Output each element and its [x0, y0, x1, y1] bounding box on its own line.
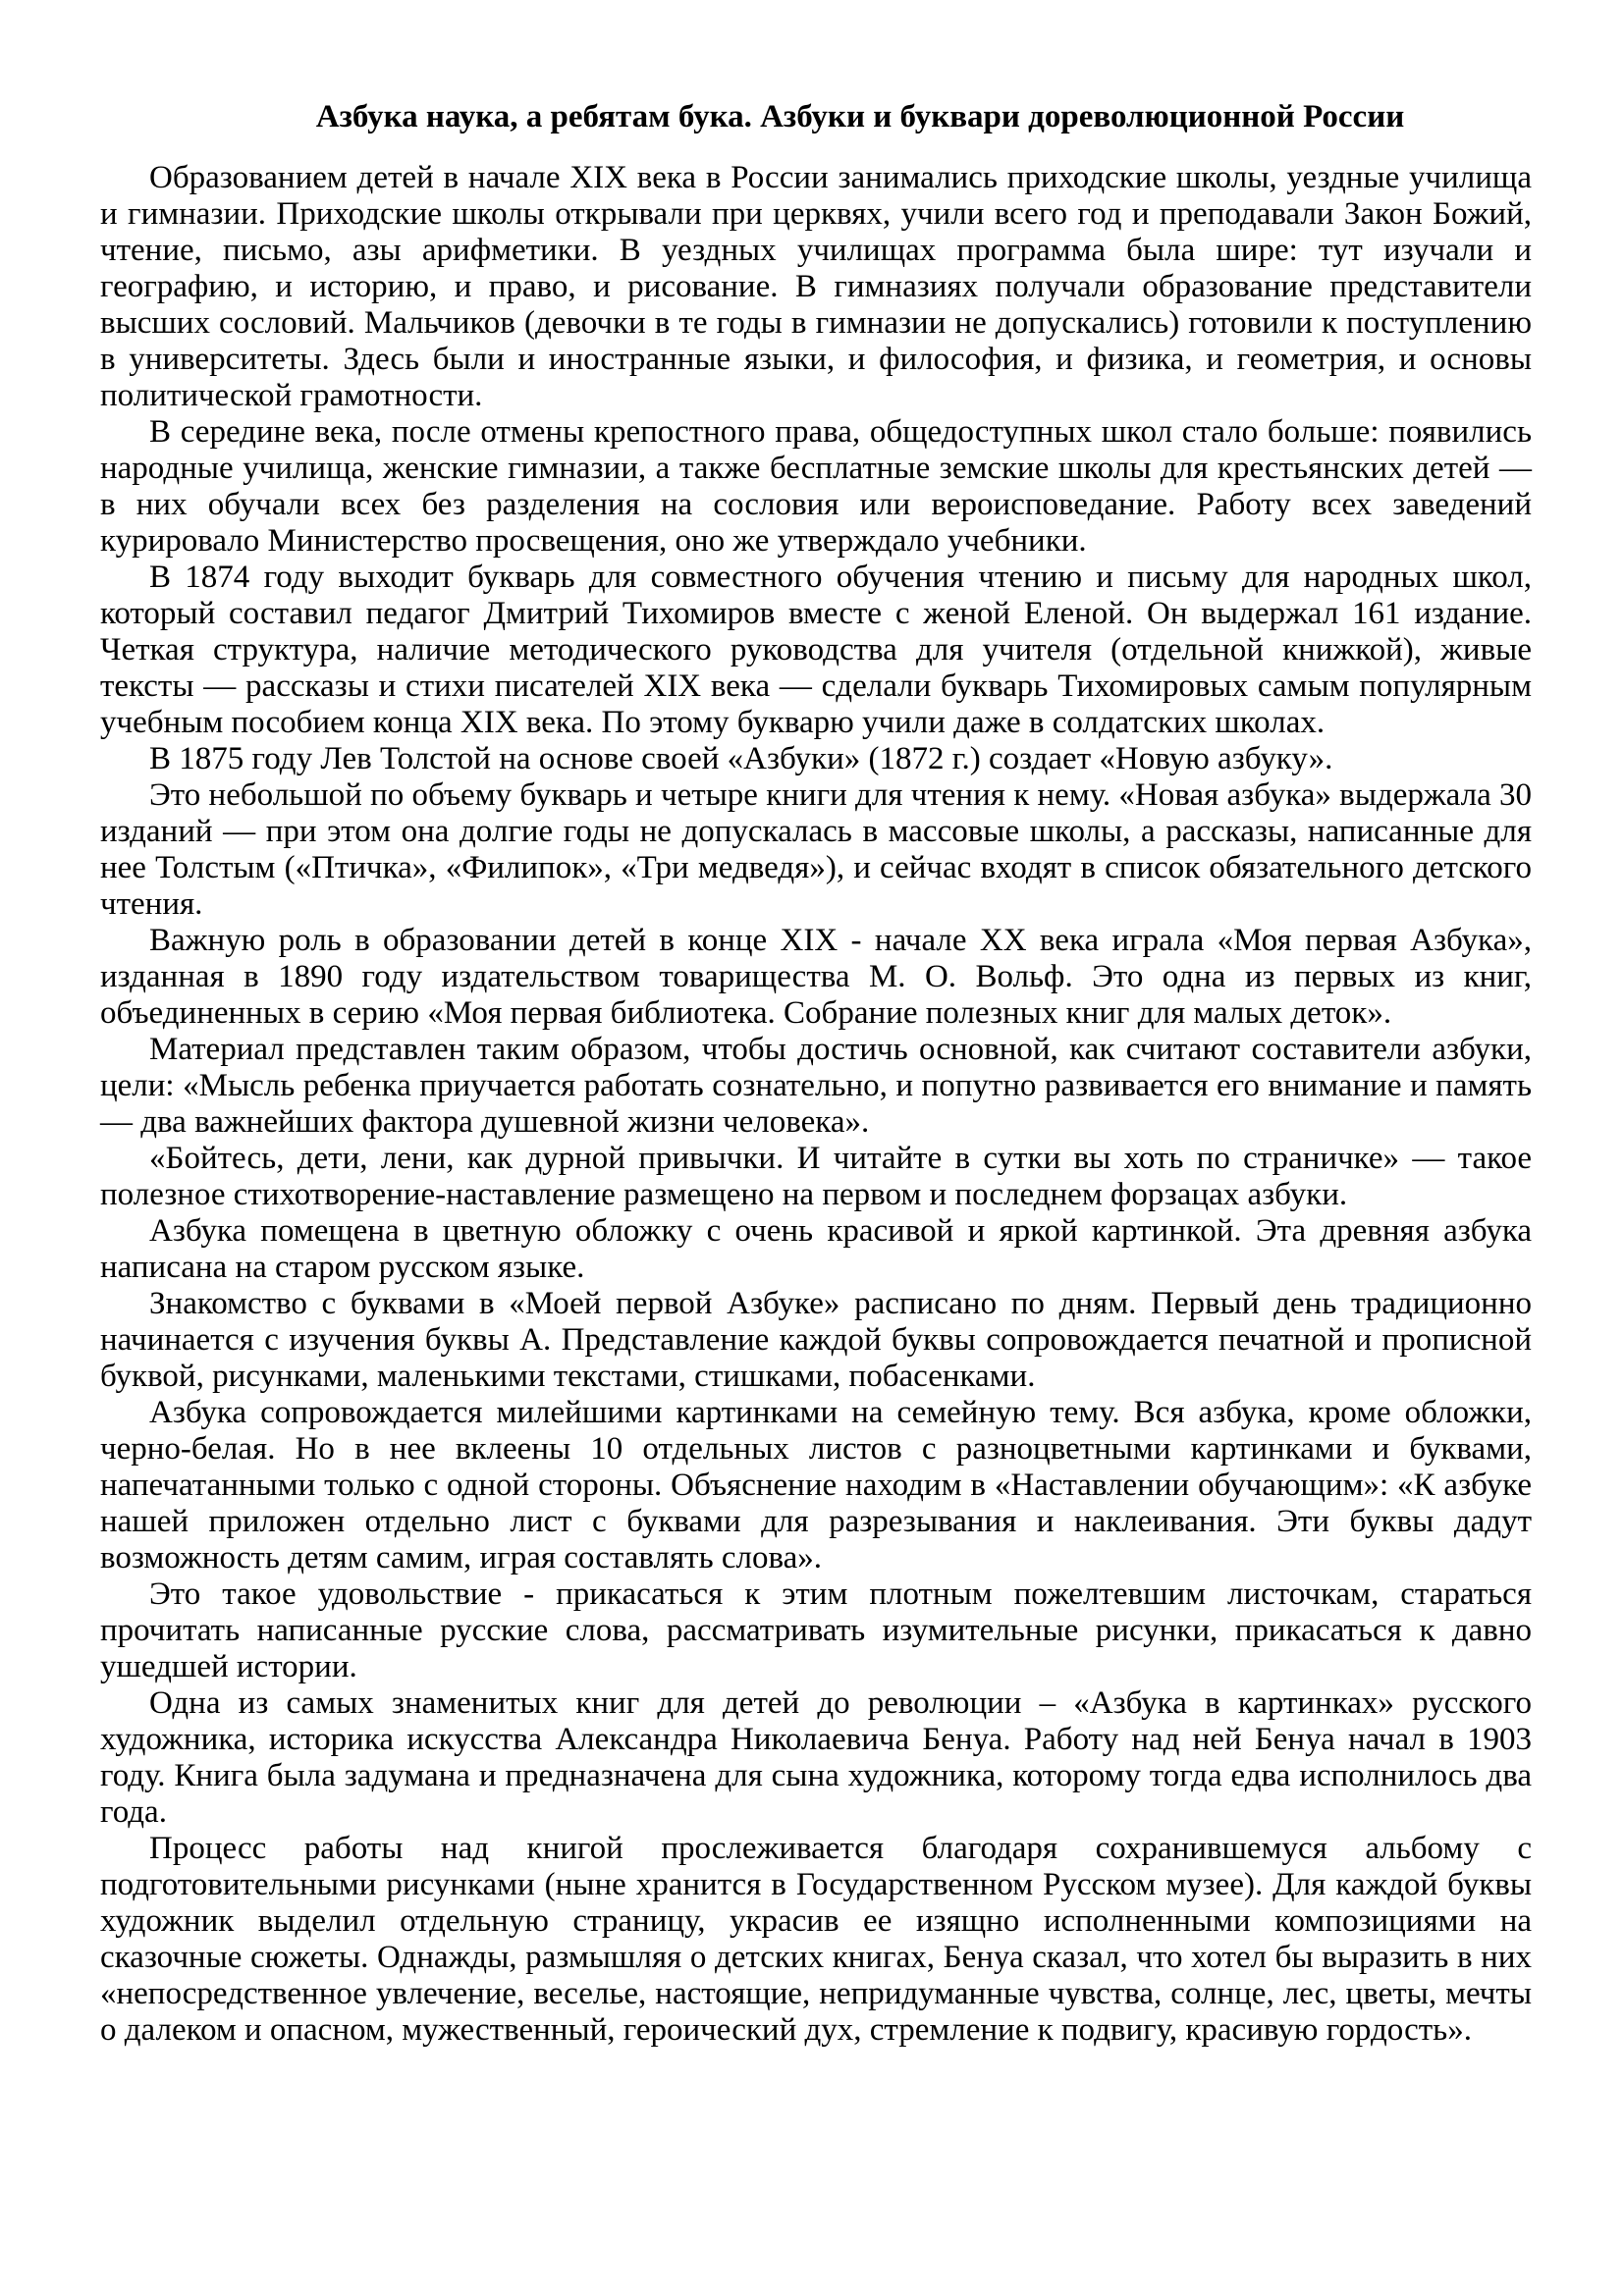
document-title: Азбука наука, а ребятам бука. Азбуки и буквари дореволюционной России [315, 99, 1405, 134]
paragraph: Это такое удовольствие - прикасаться к этим плотным пожелтевшим листочкам, стараться прочитать написанные русские слова, рассматривать изумительные рисунки, прикасаться к давно ушедшей истории. [100, 1576, 1532, 1684]
paragraph: В 1875 году Лев Толстой на основе своей «Азбуки» (1872 г.) создает «Новую азбуку». [149, 741, 1333, 776]
paragraph: Это небольшой по объему букварь и четыре книги для чтения к нему. «Новая азбука» выдержала 30 изданий — при этом она долгие годы не допускалась в массовые школы, а рассказы, написанные для нее Толстым («Птичка», «Филипок», «Три медведя»), и сейчас входят в список обязательного детского чтения. [100, 777, 1532, 922]
paragraph: Азбука помещена в цветную обложку с очень красивой и яркой картинкой. Эта древняя азбука написана на старом русском языке. [100, 1213, 1532, 1285]
document-page [100, 99, 1532, 2049]
paragraph: Важную роль в образовании детей в конце XIX - начале XX века играла «Моя первая Азбука», изданная в 1890 году издательством товарищества М. О. Вольф. Это одна из первых из книг, объединенных в серию «Моя первая библиотека. Собрание полезных книг для малых деток». [100, 923, 1532, 1031]
paragraph: Образованием детей в начале XIX века в России занимались приходские школы, уездные училища и гимназии. Приходские школы открывали при церквях, учили всего год и преподавали Закон Божий, чтение, письмо, азы арифметики. В уездных училищах программа была шире: тут изучали и географию, и историю, и право, и рисование. В гимназиях получали образование представители высших сословий. Мальчиков (девочки в те годы в гимназии не допускались) готовили к поступлению в университеты. Здесь были и иностранные языки, и философия, и физика, и геометрия, и основы политической грамотности. [100, 160, 1532, 413]
paragraph: В 1874 году выходит букварь для совместного обучения чтению и письму для народных школ, который составил педагог Дмитрий Тихомиров вместе с женой Еленой. Он выдержал 161 издание. Четкая структура, наличие методического руководства для учителя (отдельной книжкой), живые тексты — рассказы и стихи писателей XIX века — сделали букварь Тихомировых самым популярным учебным пособием конца XIX века. По этому букварю учили даже в солдатских школах. [100, 560, 1532, 740]
paragraph: В середине века, после отмены крепостного права, общедоступных школ стало больше: появились народные училища, женские гимназии, а также бесплатные земские школы для крестьянских детей — в них обучали всех без разделения на сословия или вероисповедание. Работу всех заведений курировало Министерство просвещения, оно же утверждало учебники. [100, 414, 1532, 559]
paragraph: Материал представлен таким образом, чтобы достичь основной, как считают составители азбуки, цели: «Мысль ребенка приучается работать сознательно, и попутно развивается его внимание и память — два важнейших фактора душевной жизни человека». [100, 1032, 1532, 1140]
paragraph: «Бойтесь, дети, лени, как дурной привычки. И читайте в сутки вы хоть по страничке» — такое полезное стихотворение-наставление размещено на первом и последнем форзацах азбуки. [100, 1141, 1532, 1212]
paragraph: Одна из самых знаменитых книг для детей до революции – «Азбука в картинках» русского художника, историка искусства Александра Николаевича Бенуа. Работу над ней Бенуа начал в 1903 году. Книга была задумана и предназначена для сына художника, которому тогда едва исполнилось два года. [100, 1685, 1532, 1830]
paragraph: Процесс работы над книгой прослеживается благодаря сохранившемуся альбому с подготовительными рисунками (ныне хранится в Государственном Русском музее). Для каждой буквы художник выделил отдельную страницу, украсив ее изящно исполненными композициями на сказочные сюжеты. Однажды, размышляя о детских книгах, Бенуа сказал, что хотел бы выразить в них «непосредственное увлечение, веселье, настоящие, непридуманные чувства, солнце, лес, цветы, мечты о далеком и опасном, мужественный, героический дух, стремление к подвигу, красивую гордость». [100, 1831, 1532, 2048]
paragraph: Азбука сопровождается милейшими картинками на семейную тему. Вся азбука, кроме обложки, черно-белая. Но в нее вклеены 10 отдельных листов с разноцветными картинками и буквами, напечатанными только с одной стороны. Объяснение находим в «Наставлении обучающим»: «К азбуке нашей приложен отдельно лист с буквами для разрезывания и наклеивания. Эти буквы дадут возможность детям самим, играя составлять слова». [100, 1395, 1532, 1575]
paragraph: Знакомство с буквами в «Моей первой Азбуке» расписано по дням. Первый день традиционно начинается с изучения буквы А. Представление каждой буквы сопровождается печатной и прописной буквой, рисунками, маленькими текстами, стишками, побасенками. [100, 1286, 1532, 1394]
